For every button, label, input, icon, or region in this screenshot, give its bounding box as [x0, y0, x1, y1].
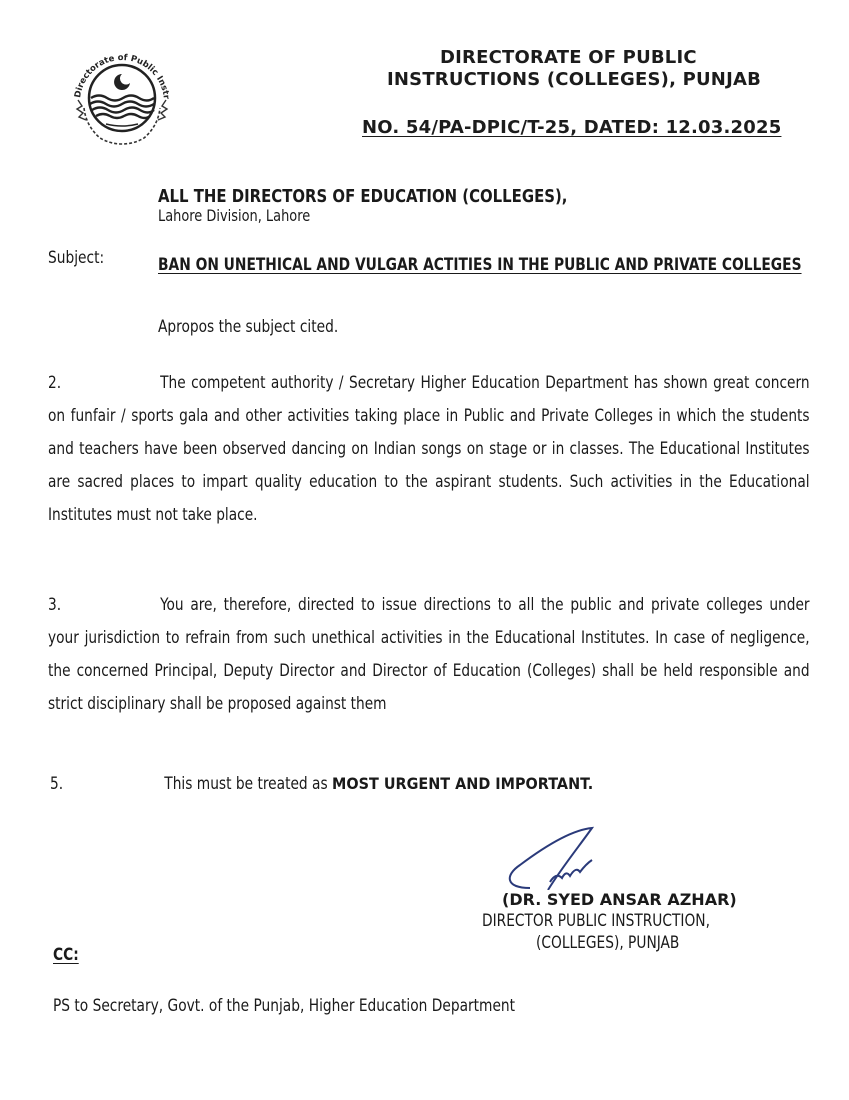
reference-number: NO. 54/PA-DPIC/T-25, DATED: 12.03.2025	[362, 117, 782, 138]
cc-item: PS to Secretary, Govt. of the Punjab, Higher Education Department	[53, 996, 516, 1016]
addressee-line2: Lahore Division, Lahore	[158, 206, 311, 225]
paragraph-5	[50, 774, 593, 794]
subject-label: Subject:	[48, 248, 105, 268]
signatory-title-line2: (COLLEGES), PUNJAB	[536, 933, 680, 953]
subject-text: BAN ON UNETHICAL AND VULGAR ACTITIES IN THE PUBLIC AND PRIVATE COLLEGES	[158, 255, 802, 275]
punjab-seal-icon	[62, 40, 182, 152]
office-name-line1: DIRECTORATE OF PUBLIC	[440, 47, 697, 68]
office-name-line2: INSTRUCTIONS (COLLEGES), PUNJAB	[387, 69, 762, 90]
paragraph-2	[48, 367, 810, 532]
paragraph-text: The competent authority / Secretary Higher Education Department has shown great concern on funfair / sports gala and other activities taking place in Public and Private Colleges in which the students and teachers have been observed dancing on Indian songs on stage or in classes. The Educational Institutes are sacred places to impart quality education to the aspirant students. Such activities in the Educational Institutes must not take place.	[48, 373, 810, 525]
addressee-line1: ALL THE DIRECTORS OF EDUCATION (COLLEGES),	[158, 186, 568, 207]
signatory-title-line1: DIRECTOR PUBLIC INSTRUCTION,	[482, 911, 710, 931]
paragraph-3	[48, 589, 810, 721]
paragraph-number: 3.	[48, 595, 62, 615]
urgent-emphasis: MOST URGENT AND IMPORTANT.	[332, 774, 594, 793]
signatory-name: (DR. SYED ANSAR AZHAR)	[502, 890, 737, 909]
opening-line: Apropos the subject cited.	[158, 317, 339, 337]
signature-icon	[500, 820, 640, 890]
paragraph-number: 5.	[50, 774, 64, 794]
cc-label: CC:	[53, 945, 79, 965]
paragraph-text: This must be treated as	[164, 774, 333, 794]
paragraph-number: 2.	[48, 373, 62, 393]
seal-ring-text: Directorate of Public Instr	[73, 52, 171, 100]
paragraph-text: You are, therefore, directed to issue directions to all the public and private colleges under your jurisdiction to refrain from such unethical activities in the Educational Institutes. In case of negligence, the concerned Principal, Deputy Director and Director of Education (Colleges) shall be held responsible and strict disciplinary shall be proposed against them	[48, 595, 810, 714]
